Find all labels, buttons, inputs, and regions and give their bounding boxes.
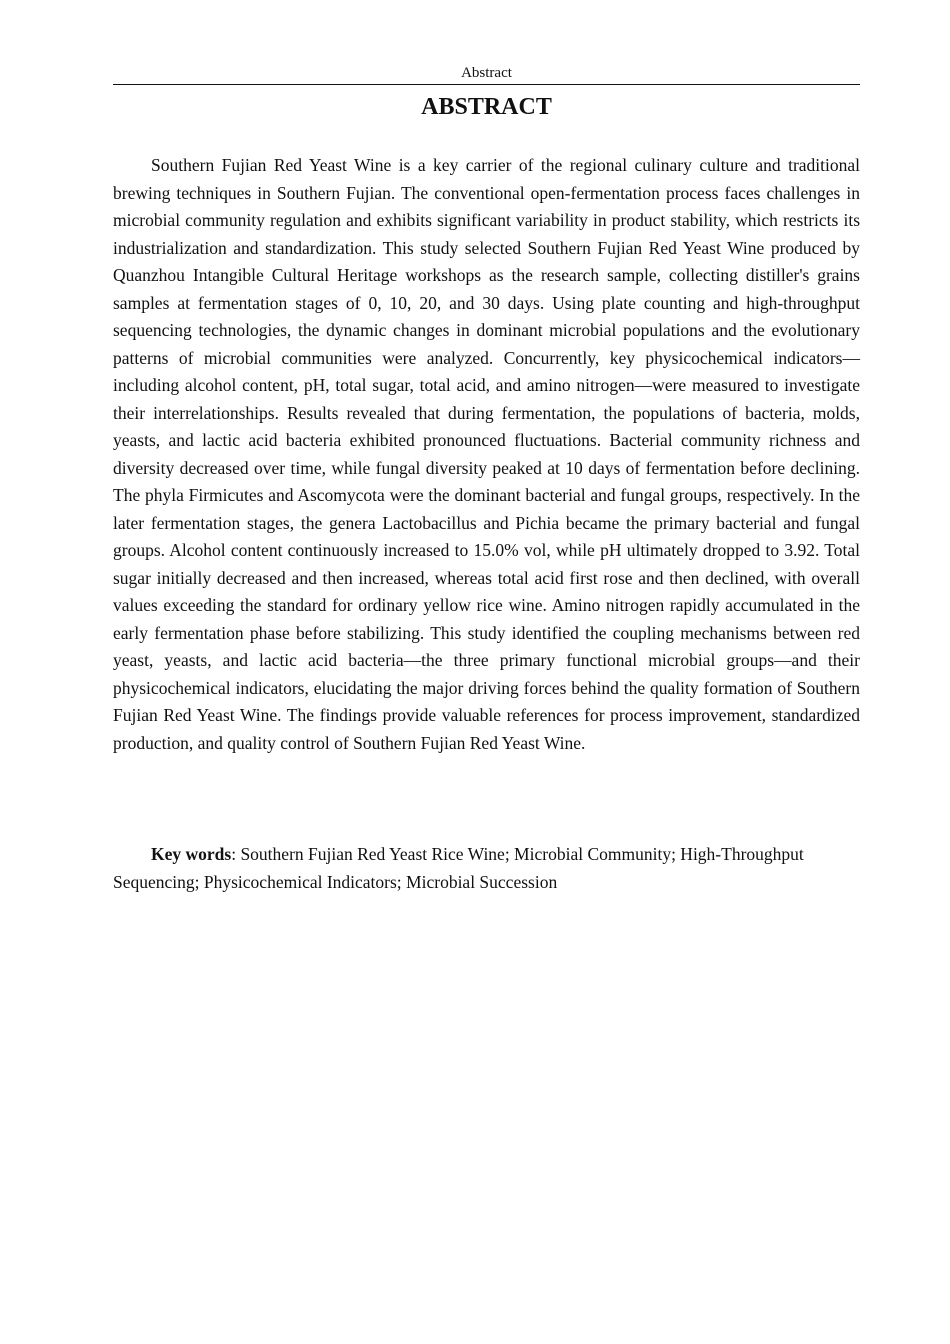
keywords-label: Key words: [151, 844, 232, 864]
page: [113, 0, 860, 1344]
abstract-paragraph: Southern Fujian Red Yeast Wine is a key carrier of the regional culinary culture and traditional brewing techniques in Southern Fujian. The conventional open-fermentation process faces challenges in microbial community regulation and exhibits significant variability in product stability, which restricts its industrialization and standardization. This study selected Southern Fujian Red Yeast Wine produced by Quanzhou Intangible Cultural Heritage workshops as the research sample, collecting distiller's grains samples at fermentation stages of 0, 10, 20, and 30 days. Using plate counting and high-throughput sequencing technologies, the dynamic changes in dominant microbial populations and the evolutionary patterns of microbial communities were analyzed. Concurrently, key physicochemical indicators—including alcohol content, pH, total sugar, total acid, and amino nitrogen—were measured to investigate their interrelationships. Results revealed that during fermentation, the populations of bacteria, molds, yeasts, and lactic acid bacteria exhibited pronounced fluctuations. Bacterial community richness and diversity decreased over time, while fungal diversity peaked at 10 days of fermentation before declining. The phyla Firmicutes and Ascomycota were the dominant bacterial and fungal groups, respectively. In the later fermentation stages, the genera Lactobacillus and Pichia became the primary bacterial and fungal groups. Alcohol content continuously increased to 15.0% vol, while pH ultimately dropped to 3.92. Total sugar initially decreased and then increased, whereas total acid first rose and then declined, with overall values exceeding the standard for ordinary yellow rice wine. Amino nitrogen rapidly accumulated in the early fermentation phase before stabilizing. This study identified the coupling mechanisms between red yeast, yeasts, and lactic acid bacteria—the three primary functional microbial groups—and their physicochemical indicators, elucidating the major driving forces behind the quality formation of Southern Fujian Red Yeast Wine. The findings provide valuable references for process improvement, standardized production, and quality control of Southern Fujian Red Yeast Wine.: [113, 155, 860, 753]
abstract-title: ABSTRACT: [421, 94, 552, 120]
keywords-paragraph: [113, 841, 860, 896]
keywords-separator: :: [231, 844, 241, 864]
running-header: Abstract: [461, 65, 512, 81]
header-rule: [113, 84, 860, 85]
keywords-text: Southern Fujian Red Yeast Rice Wine; Microbial Community; High-Throughput Sequencing; Physicochemical Indicators; Microbial Succession: [113, 844, 804, 892]
